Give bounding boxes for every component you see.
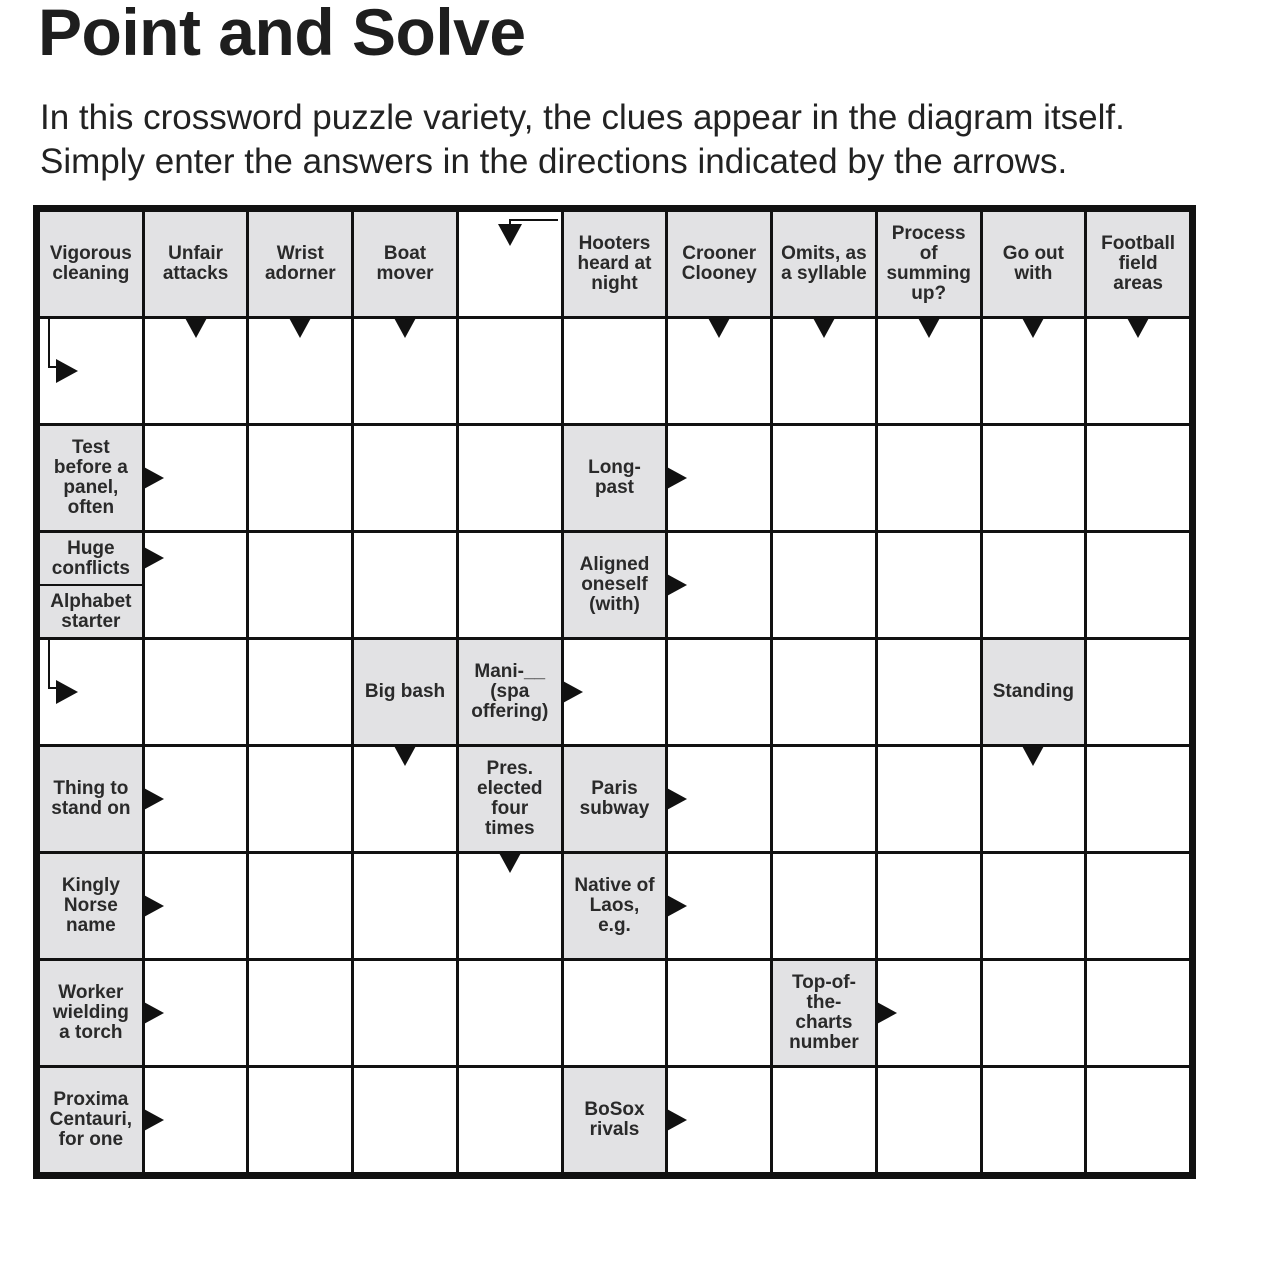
answer-cell[interactable] [354, 961, 456, 1065]
clue-cell [40, 747, 142, 851]
answer-cell[interactable] [1087, 747, 1189, 851]
answer-cell[interactable] [1087, 1068, 1189, 1172]
clue-text: Kingly Norse name [61, 875, 120, 936]
down-arrow-icon [812, 316, 836, 338]
clue-cell [40, 961, 142, 1065]
clue-cell [564, 533, 666, 637]
answer-cell[interactable] [773, 854, 875, 958]
clue-text: Big bash [364, 681, 446, 702]
right-arrow-icon [142, 1001, 164, 1025]
crossword-grid [33, 205, 1196, 1179]
clue-text: Pres. elected four times [477, 758, 543, 839]
answer-cell[interactable] [773, 426, 875, 530]
right-arrow-icon [665, 1108, 687, 1132]
clue-text: Mani-__ (spa offering) [471, 661, 549, 722]
clue-text: Vigorous cleaning [49, 243, 132, 284]
clue-cell [145, 212, 247, 316]
bent-right-arrow-icon [46, 640, 86, 710]
clue-text: Long- past [588, 457, 641, 498]
right-arrow-icon [665, 787, 687, 811]
down-arrow-icon [1126, 316, 1150, 338]
answer-cell[interactable] [354, 854, 456, 958]
clue-cell [564, 747, 666, 851]
clue-text: Hooters heard at night [577, 233, 652, 294]
clue-text: Football field areas [1101, 233, 1176, 294]
right-arrow-icon [665, 466, 687, 490]
answer-cell[interactable] [878, 747, 980, 851]
down-arrow-icon [393, 316, 417, 338]
right-arrow-icon [561, 680, 583, 704]
right-arrow-icon [142, 894, 164, 918]
clue-cell [564, 426, 666, 530]
clue-text: BoSox rivals [584, 1099, 645, 1140]
right-arrow-icon [665, 573, 687, 597]
answer-cell[interactable] [773, 747, 875, 851]
clue-text: Proxima Centauri, for one [49, 1089, 133, 1150]
clue-cell [40, 1068, 142, 1172]
answer-cell[interactable] [1087, 854, 1189, 958]
clue-text: Boat mover [376, 243, 434, 284]
answer-cell[interactable] [145, 640, 247, 744]
right-arrow-icon [142, 546, 164, 570]
answer-cell[interactable] [249, 854, 351, 958]
clue-cell [1087, 212, 1189, 316]
answer-cell[interactable] [983, 533, 1085, 637]
right-arrow-icon [142, 787, 164, 811]
down-arrow-icon [707, 316, 731, 338]
answer-cell[interactable] [354, 1068, 456, 1172]
clue-text: Test before a panel, often [53, 437, 128, 518]
answer-cell[interactable] [983, 426, 1085, 530]
clue-text: Huge conflicts [51, 537, 130, 579]
answer-cell[interactable] [1087, 640, 1189, 744]
answer-cell[interactable] [878, 640, 980, 744]
clue-cell [564, 854, 666, 958]
clue-text: Go out with [1002, 243, 1064, 284]
instructions-line-2: Simply enter the answers in the directions indicated by the arrows. [40, 142, 1068, 181]
clue-text: Native of Laos, e.g. [574, 875, 655, 936]
down-arrow-icon [1021, 316, 1045, 338]
instructions [40, 96, 1240, 184]
clue-text: Top-of- the- charts number [789, 972, 859, 1053]
answer-cell[interactable] [249, 1068, 351, 1172]
down-arrow-icon [288, 316, 312, 338]
clue-cell [459, 640, 561, 744]
clue-cell [40, 586, 142, 637]
down-arrow-icon [393, 744, 417, 766]
bent-right-arrow-icon [46, 319, 86, 389]
right-arrow-icon [142, 466, 164, 490]
clue-cell [40, 533, 142, 584]
clue-cell [354, 640, 456, 744]
answer-cell[interactable] [459, 961, 561, 1065]
down-arrow-icon [184, 316, 208, 338]
right-arrow-icon [142, 1108, 164, 1132]
clue-cell [40, 854, 142, 958]
page-title: Point and Solve [38, 0, 526, 69]
down-arrow-icon [498, 851, 522, 873]
answer-cell[interactable] [354, 533, 456, 637]
answer-cell[interactable] [249, 747, 351, 851]
clue-text: Crooner Clooney [681, 243, 757, 284]
clue-cell [459, 747, 561, 851]
clue-cell [249, 212, 351, 316]
clue-cell [773, 212, 875, 316]
answer-cell[interactable] [354, 426, 456, 530]
clue-text: Aligned oneself (with) [579, 554, 650, 615]
down-arrow-icon [1021, 744, 1045, 766]
right-arrow-icon [875, 1001, 897, 1025]
answer-cell[interactable] [249, 961, 351, 1065]
answer-cell[interactable] [878, 533, 980, 637]
answer-cell[interactable] [564, 319, 666, 423]
answer-cell[interactable] [249, 640, 351, 744]
answer-cell[interactable] [1087, 426, 1189, 530]
answer-cell[interactable] [1087, 961, 1189, 1065]
clue-text: Wrist adorner [264, 243, 336, 284]
answer-cell[interactable] [459, 319, 561, 423]
answer-cell[interactable] [983, 1068, 1085, 1172]
clue-cell [564, 1068, 666, 1172]
answer-cell[interactable] [1087, 533, 1189, 637]
clue-text: Process of summing up? [886, 223, 971, 304]
answer-cell[interactable] [878, 1068, 980, 1172]
answer-cell[interactable] [459, 426, 561, 530]
bent-down-arrow-icon [498, 212, 558, 252]
down-arrow-icon [917, 316, 941, 338]
instructions-line-1: In this crossword puzzle variety, the clues appear in the diagram itself. [40, 98, 1125, 137]
answer-cell[interactable] [773, 640, 875, 744]
right-arrow-icon [665, 894, 687, 918]
clue-cell [773, 961, 875, 1065]
clue-cell [983, 212, 1085, 316]
answer-cell[interactable] [249, 426, 351, 530]
clue-text: Paris subway [579, 778, 650, 819]
answer-cell[interactable] [564, 961, 666, 1065]
answer-cell[interactable] [773, 1068, 875, 1172]
clue-cell [564, 212, 666, 316]
clue-text: Thing to stand on [51, 778, 131, 819]
answer-cell[interactable] [249, 533, 351, 637]
clue-text: Unfair attacks [162, 243, 229, 284]
clue-text: Worker wielding a torch [52, 982, 129, 1043]
answer-cell[interactable] [459, 533, 561, 637]
answer-cell[interactable] [983, 854, 1085, 958]
answer-cell[interactable] [459, 1068, 561, 1172]
clue-text: Standing [992, 681, 1075, 702]
answer-cell[interactable] [983, 961, 1085, 1065]
clue-cell [40, 426, 142, 530]
clue-cell [354, 212, 456, 316]
answer-cell[interactable] [878, 854, 980, 958]
clue-cell [878, 212, 980, 316]
answer-cell[interactable] [668, 961, 770, 1065]
clue-cell [40, 212, 142, 316]
clue-cell [668, 212, 770, 316]
clue-text: Alphabet starter [50, 590, 132, 632]
answer-cell[interactable] [668, 640, 770, 744]
clue-cell [983, 640, 1085, 744]
answer-cell[interactable] [878, 426, 980, 530]
clue-text: Omits, as a syllable [781, 243, 867, 284]
answer-cell[interactable] [773, 533, 875, 637]
